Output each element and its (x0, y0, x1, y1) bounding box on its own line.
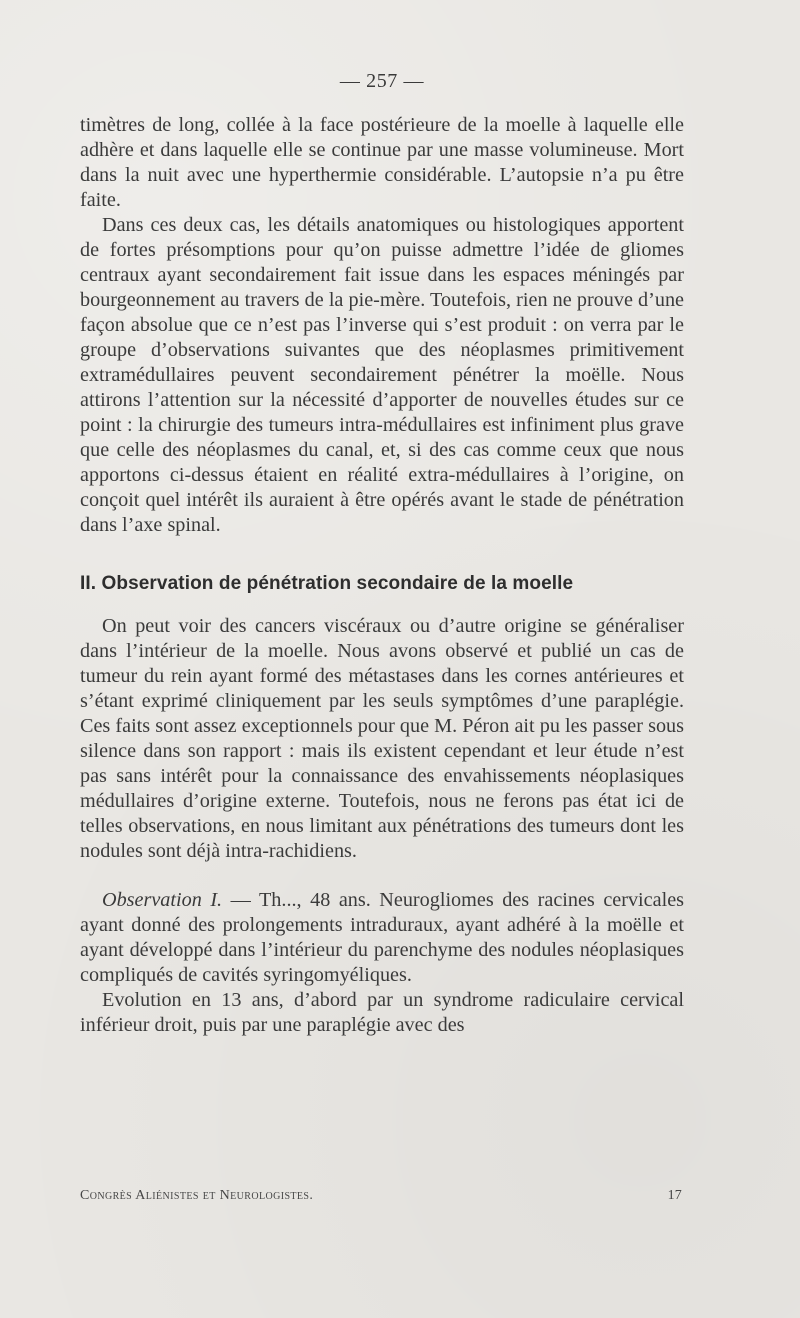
observation-paragraph (80, 888, 684, 988)
signature-mark: 17 (667, 1188, 682, 1203)
page-number: — 257 — (339, 70, 425, 92)
paragraph-1: timètres de long, collée à la face postérieure de la moelle à laquelle elle adhère et dans laquelle elle se continue par une masse volumineuse. Mort dans la nuit avec une hyperthermie considérable. L’autopsie n’a pu être faite. (80, 114, 684, 211)
paragraph-3: On peut voir des cancers viscéraux ou d’autre origine se généraliser dans l’intérieur de la moelle. Nous avons observé et publié un cas de tumeur du rein ayant formé des métastases dans les cornes antérieures et s’étant exprimé cliniquement par les seuls symptômes d’une paraplégie. Ces faits sont assez exceptionnels pour que M. Péron ait pu les passer sous silence dans son rapport : mais ils existent cependant et leur étude n’est pas sans intérêt pour la connaissance des envahissements néoplasiques médullaires d’origine externe. Toutefois, nous ne ferons pas état ici de telles observations, en nous limitant aux pénétrations des tumeurs dont les nodules sont déjà intra-rachidiens. (80, 615, 684, 862)
observation-label: Observation I. (102, 889, 223, 911)
page-content (80, 70, 684, 1038)
page-footer (80, 1188, 684, 1212)
paragraph-5: Evolution en 13 ans, d’abord par un syndrome radiculaire cervical inférieur droit, puis par une paraplégie avec des (80, 989, 684, 1036)
section-heading: II. Observation de pénétration secondaire de la moelle (80, 573, 574, 594)
publication-footer: Congrès Aliénistes et Neurologistes. (80, 1188, 314, 1203)
paragraph-2: Dans ces deux cas, les détails anatomiques ou histologiques apportent de fortes présomptions pour qu’on puisse admettre l’idée de gliomes centraux ayant secondairement fait issue dans les espaces méningés par bourgeonnement au travers de la pie-mère. Toutefois, rien ne prouve d’une façon absolue que ce n’est pas l’inverse qui s’est produit : on verra par le groupe d’observations suivantes que des néoplasmes primitivement extramédullaires peuvent secondairement pénétrer la moëlle. Nous attirons l’attention sur la nécessité d’apporter de nouvelles études sur ce point : la chirurgie des tumeurs intra-médullaires est infiniment plus grave que celle des néoplasmes du canal, et, si des cas comme ceux que nous apportons ci-dessus étaient en réalité extra-médullaires à l’origine, on conçoit quel intérêt ils auraient à être opérés avant le stade de pénétration dans l’axe spinal. (80, 214, 684, 536)
observation-text: — Th..., 48 ans. Neurogliomes des racines cervicales ayant donné des prolongements intraduraux, ayant adhéré à la moëlle et ayant développé dans l’intérieur du parenchyme des nodules néoplasiques compliqués de cavités syringomyéliques. (80, 889, 685, 986)
